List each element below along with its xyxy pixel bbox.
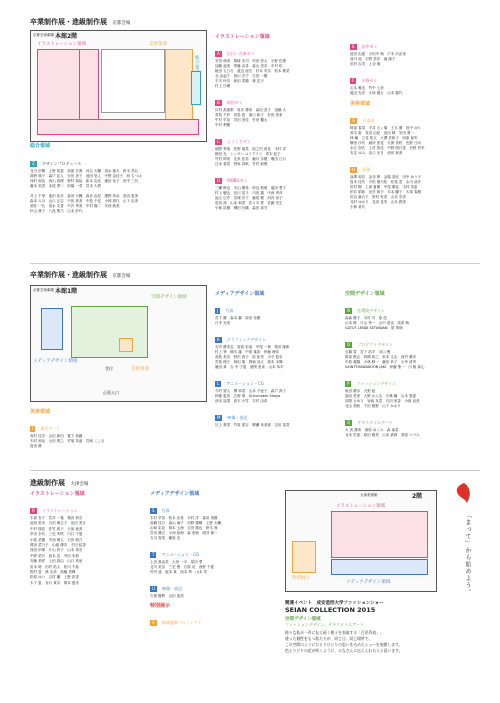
s2-art-badge: I [32, 426, 34, 431]
map1f-space-label: 空間デザイン領域 [151, 295, 187, 300]
section2-title [30, 270, 130, 280]
related-event [285, 600, 465, 654]
s3-title-text: 進級制作展 [30, 479, 65, 487]
s2-space-group-n: N 住環境デザイン 森森 優子 木村 巧 原 紀 山本 修 片山 秀一 山中 達也 高倉 萌 GATUT LENDI SETIAWAN 尾 寧朗 [345, 308, 409, 330]
s1-illust-title: イラストレーション領域 [215, 34, 270, 40]
sogo-block [30, 142, 205, 214]
s3-tokubetsu-badge: V [152, 620, 155, 625]
s2-media-col [215, 290, 340, 428]
map1f-art-area [119, 338, 133, 352]
related-title: 関連イベント 成安造形大学ファッションショー [285, 601, 384, 606]
s3-media-col [150, 490, 275, 628]
s3-illust-title: イラストレーション領域 [30, 491, 85, 497]
s3-tokubetsu-sub: 地域連携プロジェクト [161, 620, 202, 625]
s3-media-group-u: U 映像・放送 久保 勝利 山田 恵美 [150, 586, 184, 598]
map1f-floor: 本館1階 [55, 288, 78, 295]
sogo-badge: Z [32, 161, 35, 166]
map1f-space-area [71, 306, 148, 358]
s1-illust-group-c: C ようこそゼミ 朝野 葵哉 松野 葉菜 池之内 莉花 木村 洋 楢田 光 シンダハ ユミアイコ 青木 紀子 竹村 伸美 北条 佳苗 藤川 奈穂 亀田 日月 日本 春菜 野原 真帆 竹村 和俊 [215, 139, 286, 166]
s2-media-group-k: K グラフィックデザイン 石内 優実也 原島 彩加 中尾 一貴 桜田 隆彰 村上 葵 楠木 蓮 中尾 葉希 伊藤 理帝 高島 美奈 野沢 真子 原 佑美 小平 悠奈 宮島 理子 林田 翔 野崎 詩太 奥本 未輝 藤田 真 吉 中 宁恵 徳岡 里来 山本 恭平 [215, 337, 290, 369]
s1-illust-group-a: A 山口・吉本ゼミ 安田 萌香 岡﨑 光司 村田 淳太 小野 佐理 加藤 亜美 齊藤 由希 森山 美奈 中村 佑 植田 ちひろ 渡辺 亜矢 杉本 実奈 松本 稚菜 北 由起子 西川 宏子 古田 一樹 平木 怜奈 和田 菜穂 林 花子 村上 沙理 [215, 51, 290, 88]
sogo-sub: デザインプロデュース [41, 161, 82, 166]
map1f-media-label: メディアデザイン領域 [33, 359, 78, 364]
s3-tokubetsu-title: 特別展示 [150, 603, 171, 609]
s1-venue: 京都会場 [112, 21, 131, 26]
map3-illust-label: イラストレーション領域 [336, 504, 386, 509]
s2-title-text: 卒業制作展・進級制作展 [30, 271, 107, 279]
map1f-media-area [41, 308, 63, 350]
s2-space-group-q: Q テキスタイルアート 大 美 優希 桑原 めぐみ 森 南菜 北本 史恵 原田 雅美 山本 真莉 茶屋 つづみ [345, 420, 420, 437]
s1-illust-group-f: F 小野ゼミ 山本 雅也 竹中 七美 渡辺 光洋 大塚 健太 山本 健代 [350, 78, 403, 95]
map-floor-label: 本館2階 [55, 33, 78, 40]
s1-illust-group-e: E 田中ゼミ 池田 由夏 小田中 萌 戸木 沙由里 前川 純 石野 美奈 堀 絢子 田村 吉央 上谷 萌 [350, 44, 406, 66]
s1-art-title: 美術領域 [350, 101, 371, 107]
map3-tokubetsu-area [292, 541, 316, 573]
map-art-area [165, 49, 193, 121]
s2-media-title: メディアデザイン領域 [215, 291, 265, 297]
s3-media-group-t: T アニメーション・CG 上田 真由美 大田 一平 原田 愛 北川 美奈 三宅 俊 石原 花 西野 千夏 竹内 遥 坂本 真 西本 葵 山本 茂 [150, 552, 214, 574]
section3-title [30, 478, 88, 488]
s2-media-group-j: J 写真 宮下 慶 森本 翼 原田 祐樹 日寺 光希 [215, 308, 261, 325]
s1-title-text: 卒業制作展・進級制作展 [30, 18, 107, 26]
sogo-title: 総合領域 [30, 143, 51, 149]
related-sub: ファッションデザイン、テキスタイルアート [285, 622, 364, 627]
s3-media-group-s: S 写真 木村 早苗 松本 光希 木村 洋 森田 美樹 高橋 佳月 森山 麻子 河野 優樹 上野 大輔 山崎 彩花 岡本 七海 吉田 勝也 鈴木 茜 宮田 優衣 小西 拓海 森 里帆 酒井 雄一 石川 智美 藤原 光 [150, 508, 221, 540]
s2-media-group-l: L アニメーション・CG 今村 望人 柳 恭菜 山本 千絵子 森戸 真子 伊藤 恵美 広野 翠 Schumaker Shayo 西本 詩果 高木 小雪 木村 由希 [215, 381, 286, 403]
map1f-uke: 受付 [105, 366, 113, 371]
divider-1 [30, 263, 480, 264]
s2-art-name: 現代アート [40, 426, 61, 431]
map3-venue: 大津美術館 [360, 493, 378, 497]
s2-space-title: 空間デザイン領域 [345, 291, 385, 297]
s3-media-title: メディアデザイン領域 [150, 491, 200, 497]
map3-media-label: メディアデザイン領域 [346, 580, 391, 585]
s1-right-col [350, 33, 480, 210]
s2-art-title: 美術領域 [30, 409, 51, 415]
s1-illust-group-b: B 岡田ゼミ 川村 美那都 原多 優希 森田 香子 須藤 大 青島 千紗 田島 悠 坂口 和子 杉田 美希 牛村 早苗 宮田 美佳 竹田 楓太 中村 利樹 [215, 100, 286, 127]
s1-illust-group-d: D MOBUゼミ 三瀬 修也 木山 優希 仲良 秋明 堀田 愛子 村上 駿也 北川 星斗 川田 蓮 中西 秀彦 福元 広介 宮城 洋子 藤尾 樹 河内 裕子 島田 茜 山本 和香 佐々木 愛 佐藤 光生 小林 祐樹 柳田 沙織 森田 真守 [215, 178, 286, 210]
map3-floor: 2階 [412, 493, 423, 500]
map-sogo-label: 総合領 [195, 56, 200, 71]
map1f-art-label: 美術領域 [131, 367, 149, 372]
s3-illust-names: 木曽 杏子 宮井 一葉 築田 莉奈 池田 美央 石田 萌圭子 花田 美月 中村 瑞花 佐竹 莉子 大前 亜美 岸田 奈代 三宅 実咲 川口 千夏 小島 菜穂 中西 理人 石田 萌乃 岡田 菜乃子 山坂 優奈 千田 結香 西田 紗耶 片山 祥子 山本 茉奈 中野 菜代 西本 晃 寺田 朱莉 安藤 美咲 上田 真由 山口 美里 岩本 萌 田村 佑太 松川 千晶 野村 香 林 友美 高橋 美輝 松原 ゆい 吉村 蘭 上野 彩香 木下 恵 谷口 真奈 岡本 夏実 [30, 516, 86, 585]
section1-title [30, 17, 130, 27]
s2-space-col [345, 290, 480, 438]
s2-media-group-m: M 映像・放送 川上 貴男 竹原 建吉 柳瀬 来美那 吉田 春香 [215, 415, 290, 427]
s2-venue: 京都会場 [112, 274, 131, 279]
map1f-venue: 京都芸術劇場 [33, 288, 54, 292]
s2-art-block [30, 408, 205, 449]
s1-art-group-g: G 日本画 阿部 春菜 今井 さく葉 土木 優 田中 ゆり 高木 恵 長田 由紀 浅田 晴 安田 勇一 林 瞳 立花 佑衣 大澤 佐和子 西原 亜実 横田 沙代 細河 里花 久保 美咲 佐野 日向 水江 加代 上村 知佳 中野 明日香 矢野 哲実 安定 ゆみ 北口 まき 西田 和美 [350, 118, 425, 155]
s2-art-names: 高村 佳奈 山田 新田 寛下 拓藤 木村 和也 太田 貴之 竹葉 英南 宮崎 こころ 島田 優 [30, 434, 105, 448]
map-illust-label: イラストレーション領域 [37, 42, 87, 47]
map3-illust-area [331, 511, 428, 558]
map-center-hall [101, 49, 165, 113]
related-text: 様々な私が一斉に伝え続く様子を表現する「百花斉放」。 違った個性をもつ私たちが、同じ日、同じ場所で、 この空間のようにひとりひとりの思いを込めたショーを展開します。 色とりどりの花が咲くように、みなさんに伝えられたらと思います。 [285, 630, 403, 653]
s1-illust-col [215, 33, 345, 211]
map-venue-label: 京都芸術劇場 [33, 33, 54, 37]
s3-venue: 大津会場 [70, 482, 89, 487]
s2-space-group-p: P ファッションデザイン 坂田 優奈 大野 絵 福田 美里 大野 かんな 小林 瞳 山本 梨恵 四岡 さゆり 岩崎 友菜 石田 里香 小坂 直美 北山 美帆 千田 雄野 山下 かおり [345, 381, 420, 408]
map3-media-area [331, 559, 428, 575]
divider-2 [30, 470, 480, 471]
map-illust-area-2 [79, 49, 99, 121]
related-event-name: SEIAN COLLECTION 2015 [285, 606, 376, 614]
s1-art-group-h: H 洋画 前澤 和奈 金谷 夢 金場 喜紀 田中 ゆう子 島本 佳代 平松 環乃佑 松島 豊 水川 涼介 田村 樹 上坂 夏樹 中尾 優花 木村 英恵 松井 昭和 北村 莉子 木本 蘭子 大塚 春樹 田辺 麻衣子 笹村 有香 山本 奈美 北村 ゆかり 花田 花実 山本 鉄美 小林 希代 [350, 167, 421, 209]
floor-map-1f [30, 285, 207, 402]
s3-illust-col [30, 490, 145, 586]
map-sogo-area [191, 71, 201, 105]
s2-space-group-o: O プロダクトデザイン 石橋 豊 宮下 浩平 谷口 俊 阿部 鉄志 四間 和之 松本 文志 西村 優彦 中原 葉陽 小林 修一 藤田 恭子 太宰 清秀 SAINTTHAWAKOON JAKI 伊藤 聖一 川 敏 真心 [345, 342, 425, 369]
map-lower-area [37, 119, 199, 135]
related-domain: 空間デザイン領域 [285, 617, 321, 622]
map-illust-area [37, 49, 81, 121]
floor-map-2f [30, 30, 207, 142]
vertical-tagline: 「まって」から始めよう。 [464, 512, 471, 596]
s3-illust-sub: イラストレーション [41, 508, 78, 513]
map1f-entrance: 正面入口 [103, 390, 119, 395]
map-art-label: 美術領域 [149, 42, 167, 47]
sogo-names: 北川 紗輝 上野 知恵 高坂 宏典 河合 大輔 清水 雄大 鈴木 昌弘 真野 瑛子 森戸 祐人 安田 美子 池田 悠人 中野 由佳子 西 ちつは 西村 和也 西山 真理 野村 和起 新本 由佳 細田 祐子 田中 三代 藤本 美香 本尾 勇二 的場 一菜 宮本 大貴 井上 千里 池田 佳奈 森田 大輔 森谷 由紀 猪野 恭治 高田 恵美 森本 みほ 山口 正志 中田 真美 中島 千佳 小林 真代 山下 由美 酒井 一弘 清水 友香 中沢 秀美 中村 隆二 安西 新美 杉山 典子 八島 聖乃 山本 紗代 [30, 169, 142, 213]
brand-mark-icon [455, 482, 473, 504]
s3-illust-badge: R [32, 508, 35, 513]
map3-tokubetsu-label: 特別展示 [292, 576, 310, 581]
floor-map-otsu [285, 490, 437, 592]
